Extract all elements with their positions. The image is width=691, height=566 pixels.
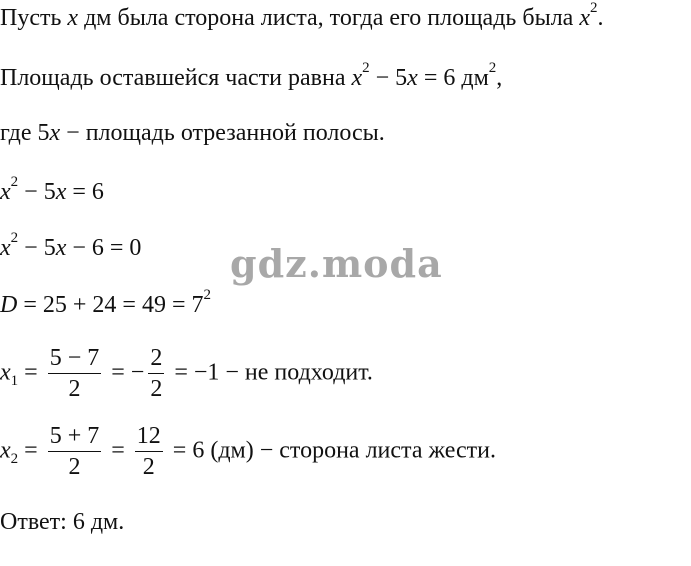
variable-x: x	[49, 120, 61, 146]
variable-x: x	[0, 437, 11, 464]
exponent: 2	[10, 174, 19, 190]
text-line-1	[0, 0, 604, 31]
fraction	[135, 423, 163, 481]
variable-x: x	[0, 235, 11, 261]
variable-x: x	[67, 5, 79, 31]
text-segment: =	[18, 359, 44, 386]
text-segment: .	[597, 5, 604, 31]
text-segment: − 5	[369, 65, 408, 91]
equation-line-1	[0, 174, 104, 205]
text-segment: = 6	[66, 179, 104, 205]
root-x2-line	[0, 423, 496, 481]
fraction-numerator: 5 + 7	[48, 423, 102, 452]
variable-x: x	[0, 359, 11, 386]
text-segment: = 6 дм	[417, 65, 489, 91]
variable-x: x	[579, 5, 590, 31]
text-segment: = 6 (дм) − сторона листа жести.	[166, 437, 496, 464]
exponent: 2	[203, 287, 211, 303]
fraction-denominator: 2	[68, 376, 81, 403]
text-segment: = 25 + 24 = 49 = 7	[17, 292, 204, 318]
fraction-numerator: 5 − 7	[48, 345, 102, 374]
text-segment: − площадь отрезанной полосы.	[60, 120, 385, 146]
fraction-numerator: 2	[148, 345, 164, 374]
exponent: 2	[488, 60, 497, 76]
answer-line	[0, 510, 124, 534]
text-segment: где 5	[0, 120, 50, 146]
variable-x: x	[55, 235, 67, 261]
fraction-denominator: 2	[68, 454, 81, 481]
exponent: 2	[10, 230, 19, 246]
text-segment: Пусть	[0, 5, 68, 31]
root-x1-line	[0, 345, 373, 403]
text-segment: =	[105, 437, 131, 464]
text-segment: дм была сторона листа, тогда его площадь была	[78, 5, 580, 31]
fraction-denominator: 2	[150, 376, 163, 403]
equation-line-2	[0, 230, 142, 261]
text-segment: =	[18, 437, 44, 464]
text-line-3	[0, 121, 385, 145]
text-segment: = −	[105, 359, 145, 386]
discriminant-line	[0, 287, 211, 318]
variable-x: x	[55, 179, 67, 205]
exponent: 2	[362, 60, 370, 76]
text-segment: Площадь оставшейся части равна	[0, 65, 352, 91]
fraction	[48, 423, 102, 481]
fraction	[148, 345, 164, 403]
watermark: gdz.moda	[230, 241, 443, 286]
subscript: 1	[10, 373, 19, 390]
text-segment: − 5	[18, 179, 56, 205]
text-segment: ,	[496, 65, 503, 91]
fraction	[48, 345, 102, 403]
fraction-denominator: 2	[142, 454, 155, 481]
variable-x: x	[0, 179, 11, 205]
exponent: 2	[589, 0, 598, 16]
variable-x: x	[351, 65, 363, 91]
variable-x: x	[407, 65, 418, 91]
text-segment: − 5	[18, 235, 56, 261]
text-segment: − 6 = 0	[66, 235, 142, 261]
text-segment: = −1 − не подходит.	[168, 359, 373, 386]
subscript: 2	[10, 451, 19, 468]
text-line-2	[0, 60, 503, 91]
text-segment: Ответ: 6 дм.	[0, 509, 125, 535]
variable-d: D	[0, 292, 18, 318]
fraction-numerator: 12	[135, 423, 163, 452]
